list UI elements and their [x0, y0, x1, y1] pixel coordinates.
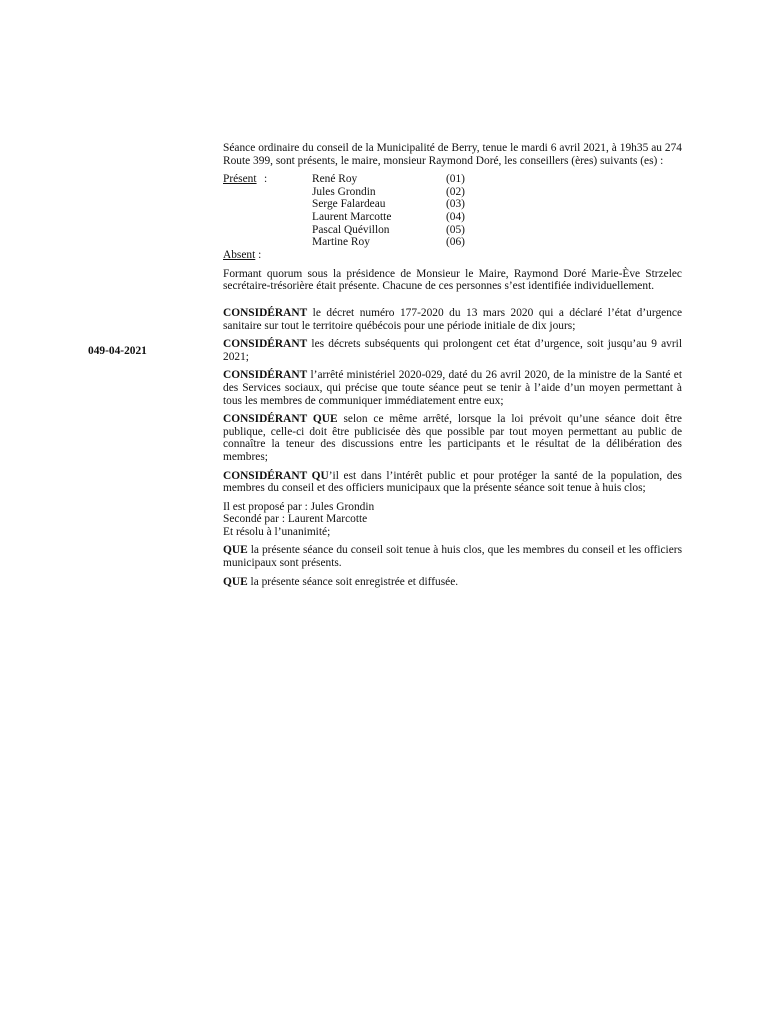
member-seat: (05): [446, 223, 465, 236]
member-seat: (03): [446, 198, 465, 211]
whereas-text: ’il est dans l’intérêt public et pour protéger la santé de la population, des membres du conseil et des officiers municipaux que la présente séance soit tenue à huis clos;: [223, 469, 682, 495]
member-name: Laurent Marcotte: [312, 210, 392, 223]
whereas-lead: CONSIDÉRANT: [223, 369, 308, 382]
minutes-body: [223, 142, 682, 594]
vote-block: [223, 501, 682, 539]
whereas-text: l’arrêté ministériel 2020-029, daté du 26 avril 2020, de la ministre de la Santé et des Services sociaux, qui précise que toute séance peut se tenir à l’aide d’un moyen permettant à tous les membres de communiquer immédiatement entre eux;: [223, 369, 682, 407]
roster-row: [312, 198, 465, 211]
whereas-clause: [223, 470, 682, 495]
whereas-lead: CONSIDÉRANT QU: [223, 469, 329, 482]
member-name: Martine Roy: [312, 236, 370, 249]
absent-label: Absent: [223, 249, 256, 262]
present-label: Présent: [223, 173, 257, 186]
resolution-clause: [223, 544, 682, 569]
quorum-paragraph: Formant quorum sous la présidence de Monsieur le Maire, Raymond Doré Marie-Ève Strzelec secrétaire-trésorière était présente. Chacune de ces personnes s’est identifiée individuellement.: [223, 267, 682, 293]
member-name: Pascal Quévillon: [312, 223, 390, 236]
resolved-unanimously: Et résolu à l’unanimité;: [223, 525, 331, 538]
whereas-lead: CONSIDÉRANT: [223, 306, 308, 319]
council-roster: [312, 173, 465, 249]
whereas-lead: CONSIDÉRANT: [223, 338, 308, 351]
roster-row: [312, 224, 465, 237]
member-seat: (06): [446, 236, 465, 249]
proposed-by: Il est proposé par : Jules Grondin: [223, 500, 375, 513]
absent-heading: [223, 249, 682, 262]
absent-label-suffix: :: [255, 249, 262, 262]
roster-row: [312, 236, 465, 249]
clause-text: la présente séance soit enregistrée et diffusée.: [247, 575, 459, 588]
member-name: Jules Grondin: [312, 185, 376, 198]
clause-lead: QUE: [223, 575, 248, 588]
clause-lead: QUE: [223, 544, 248, 557]
whereas-clause: [223, 369, 682, 407]
roster-row: [312, 186, 465, 199]
clause-text: la présente séance du conseil soit tenue à huis clos, que les membres du conseil et les officiers municipaux sont présents.: [223, 544, 682, 570]
resolution-clause: [223, 576, 682, 589]
seconded-by: Secondé par : Laurent Marcotte: [223, 513, 368, 526]
whereas-text: le décret numéro 177-2020 du 13 mars 2020 qui a déclaré l’état d’urgence sanitaire sur tout le territoire québécois pour une période initiale de dix jours;: [223, 306, 682, 332]
whereas-clause: [223, 307, 682, 332]
whereas-text: selon ce même arrêté, lorsque la loi prévoit qu’une séance doit être publique, celle-ci doit être publicisée dès que possible par tout moyen permettant au public de connaître la teneur des discussions entre les participants et le résultat de la délibération des membres;: [223, 413, 682, 463]
roster-row: [312, 173, 465, 186]
whereas-text: les décrets subséquents qui prolongent cet état d’urgence, soit jusqu’au 9 avril 2021;: [223, 338, 682, 363]
whereas-clause: [223, 413, 682, 463]
member-seat: (04): [446, 210, 465, 223]
roster-row: [312, 211, 465, 224]
whereas-lead: CONSIDÉRANT QUE: [223, 413, 338, 426]
whereas-clause: [223, 338, 682, 363]
member-name: René Roy: [312, 173, 358, 186]
present-label-suffix: :: [264, 173, 268, 186]
intro-paragraph: Séance ordinaire du conseil de la Municipalité de Berry, tenue le mardi 6 avril 2021, à 19h35 au 274 Route 399, sont présents, le maire, monsieur Raymond Doré, les conseillers (ères) suivants (es) :: [223, 142, 682, 167]
member-seat: (01): [446, 173, 465, 186]
member-name: Serge Falardeau: [312, 198, 386, 211]
attendance-block: [223, 173, 682, 249]
resolution-number: 049-04-2021: [88, 345, 147, 357]
member-seat: (02): [446, 185, 465, 198]
